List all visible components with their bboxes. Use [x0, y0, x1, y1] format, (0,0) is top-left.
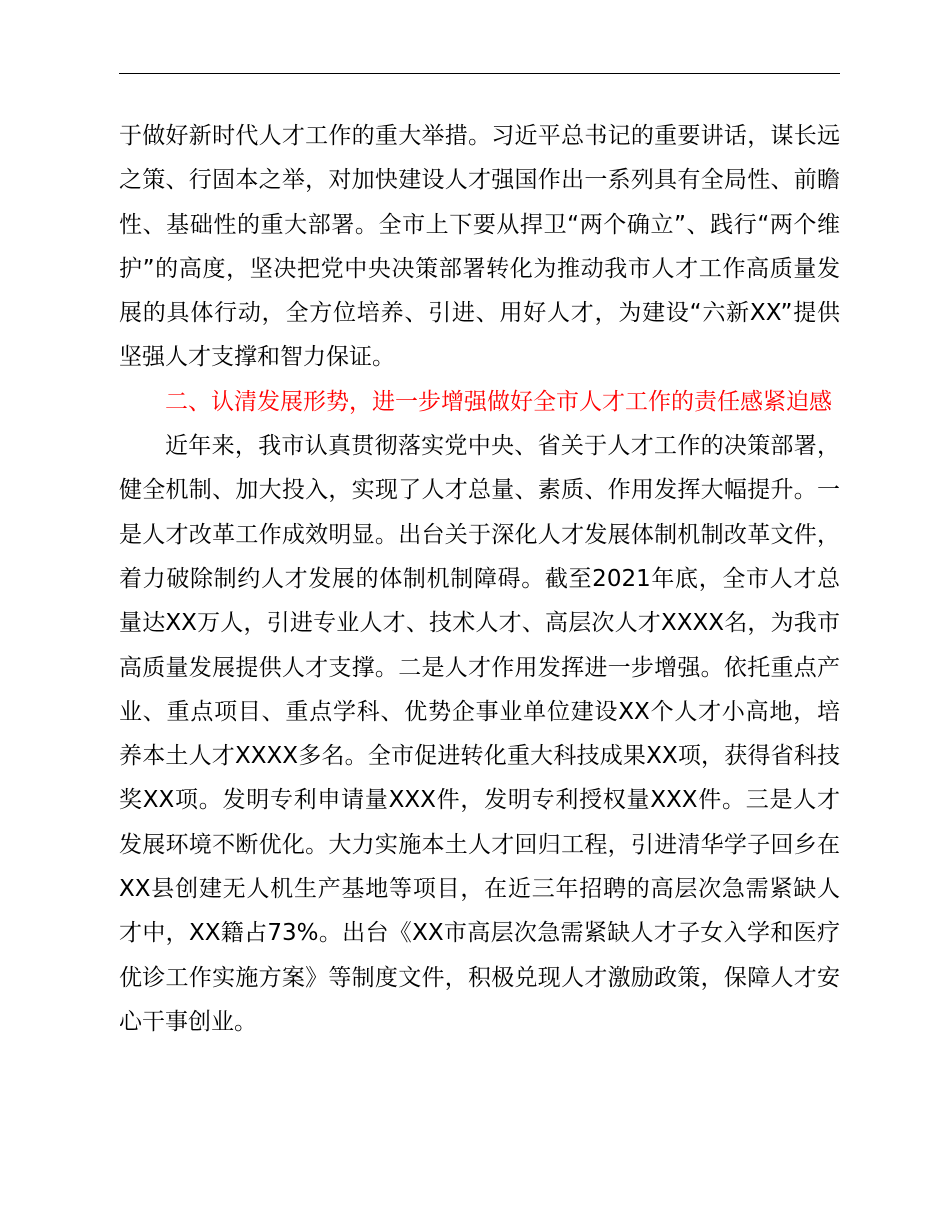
document-body — [119, 114, 840, 1044]
paragraph-development-situation: 近年来，我市认真贯彻落实党中央、省关于人才工作的决策部署，健全机制、加大投入，实现了人才总量、素质、作用发挥大幅提升。一是人才改革工作成效明显。出台关于深化人才发展体制机制改革文件，着力破除制约人才发展的体制机制障碍。截至2021年底，全市人才总量达XX万人，引进专业人才、技术人才、高层次人才XXXX名，为我市高质量发展提供人才支撑。二是人才作用发挥进一步增强。依托重点产业、重点项目、重点学科、优势企事业单位建设XX个人才小高地，培养本土人才XXXX多名。全市促进转化重大科技成果XX项，获得省科技奖XX项。发明专利申请量XXX件，发明专利授权量XXX件。三是人才发展环境不断优化。大力实施本土人才回归工程，引进清华学子回乡在XX县创建无人机生产基地等项目，在近三年招聘的高层次急需紧缺人才中，XX籍占73%。出台《XX市高层次急需紧缺人才子女入学和医疗优诊工作实施方案》等制度文件，积极兑现人才激励政策，保障人才安心干事创业。 — [119, 433, 840, 1035]
paragraph-continuation: 于做好新时代人才工作的重大举措。习近平总书记的重要讲话，谋长远之策、行固本之举，对加快建设人才强国作出一系列具有全局性、前瞻性、基础性的重大部署。全市上下要从捍卫“两个确立”、践行“两个维护”的高度，坚决把党中央决策部署转化为推动我市人才工作高质量发展的具体行动，全方位培养、引进、用好人才，为建设“六新XX”提供坚强人才支撑和智力保证。 — [119, 123, 840, 371]
header-rule — [119, 73, 840, 74]
section-heading: 二、认清发展形势，进一步增强做好全市人才工作的责任感紧迫感 — [165, 388, 832, 415]
